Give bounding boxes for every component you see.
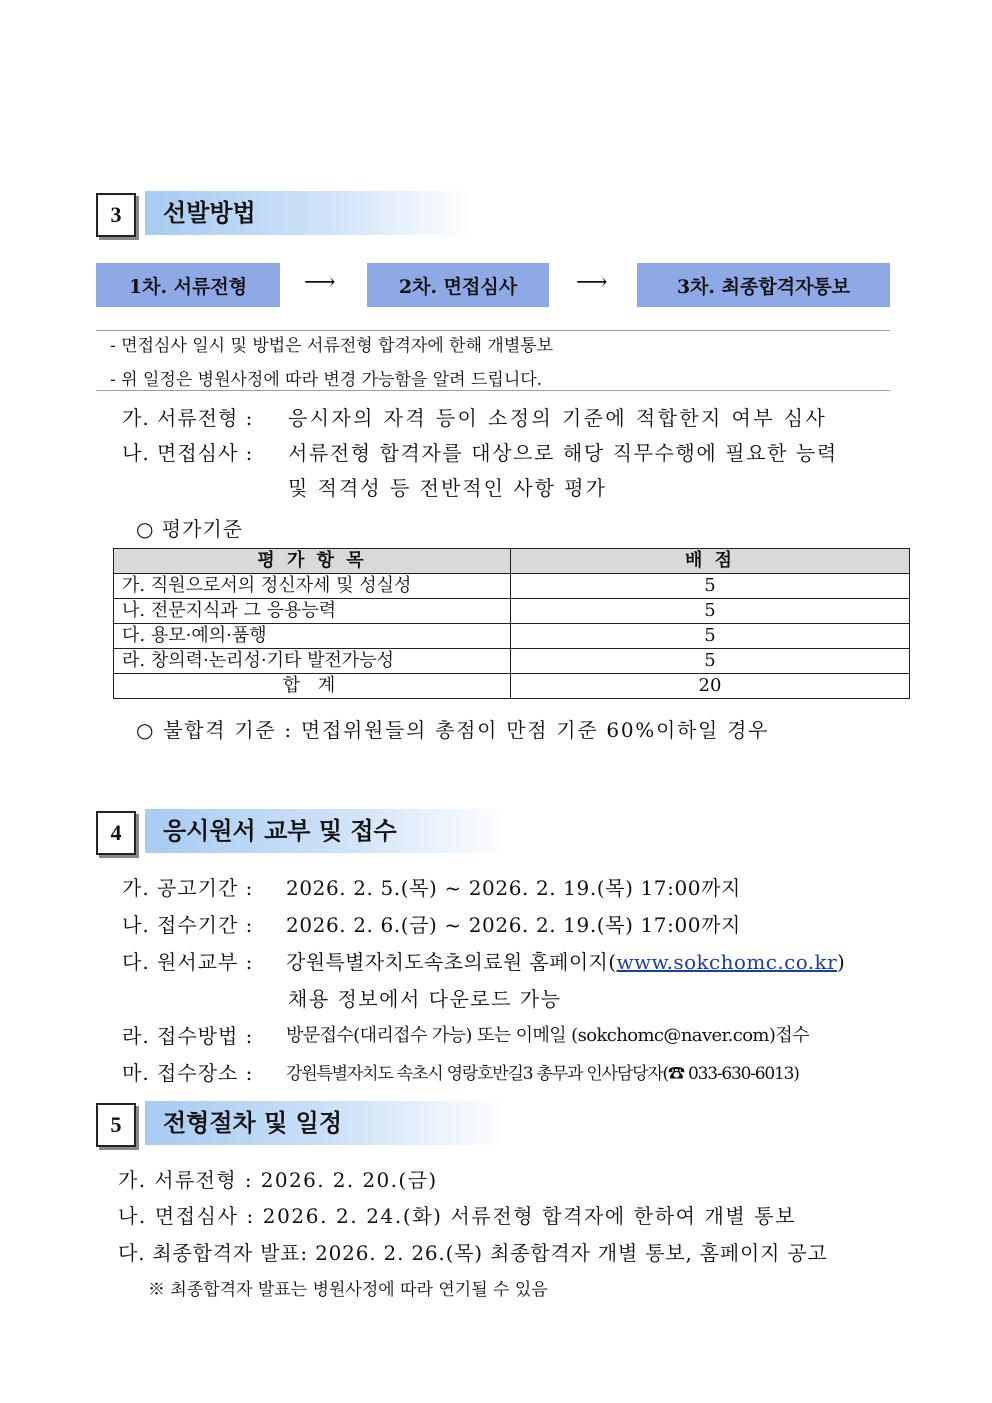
section-5-title: 전형절차 및 일정 [145, 1101, 508, 1145]
table-row [114, 599, 910, 624]
application-period-text: 2026. 2. 6.(금) ~ 2026. 2. 19.(목) 17:00까지 [286, 913, 741, 937]
divider-line [96, 390, 890, 391]
homepage-link[interactable]: www.sokchomc.co.kr [616, 950, 838, 974]
table-header-item: 평 가 항 목 [114, 549, 511, 574]
fail-criteria: ○ 불합격 기준 : 면접위원들의 총점이 만점 기준 60%이하일 경우 [136, 718, 770, 742]
section-3-number: 3 [96, 193, 136, 237]
table-total-score: 20 [511, 674, 910, 699]
submission-place-text: 강원특별자치도 속초시 영랑호반길3 총무과 인사담당자(☎ 033-630-6013) [286, 1064, 799, 1084]
notice-period-label: 가. 공고기간 : [122, 876, 254, 900]
section-4-number: 4 [96, 811, 136, 855]
table-header-score: 배 점 [511, 549, 910, 574]
item-interview-text-2: 및 적격성 등 전반적인 사항 평가 [288, 476, 607, 500]
table-cell-score: 5 [511, 649, 910, 674]
step-2-box: 2차. 면접심사 [367, 263, 549, 307]
section-4-title: 응시원서 교부 및 접수 [145, 809, 508, 853]
note-1: - 면접심사 일시 및 방법은 서류전형 합격자에 한해 개별통보 [110, 336, 554, 356]
table-total-label: 합 계 [114, 674, 511, 699]
evaluation-table [113, 548, 910, 699]
table-header-row [114, 549, 910, 574]
table-total-row [114, 674, 910, 699]
item-interview-label: 나. 면접심사 : [122, 441, 254, 465]
criteria-heading: ○ 평가기준 [136, 517, 244, 541]
form-distribution-text-close: ) [837, 950, 846, 974]
schedule-note: ※ 최종합격자 발표는 병원사정에 따라 연기될 수 있음 [148, 1280, 548, 1300]
form-distribution-label: 다. 원서교부 : [122, 950, 254, 974]
form-distribution-text-2: 채용 정보에서 다운로드 가능 [288, 987, 562, 1011]
notice-period-text: 2026. 2. 5.(목) ~ 2026. 2. 19.(목) 17:00까지 [286, 876, 741, 900]
submission-method-label: 라. 접수방법 : [122, 1024, 254, 1048]
section-3-title: 선발방법 [145, 191, 473, 235]
table-cell-item: 라. 창의력·논리성·기타 발전가능성 [114, 649, 511, 674]
table-row [114, 624, 910, 649]
submission-place-label: 마. 접수장소 : [122, 1061, 254, 1085]
table-cell-score: 5 [511, 599, 910, 624]
table-cell-score: 5 [511, 624, 910, 649]
table-cell-item: 나. 전문지식과 그 응용능력 [114, 599, 511, 624]
form-distribution-text [286, 946, 845, 975]
schedule-interview: 나. 면접심사 : 2026. 2. 24.(화) 서류전형 합격자에 한하여 개별 통보 [118, 1204, 797, 1228]
submission-method-text: 방문접수(대리접수 가능) 또는 이메일 (sokchomc@naver.com)접수 [286, 1025, 809, 1046]
table-row [114, 574, 910, 599]
table-row [114, 649, 910, 674]
table-cell-item: 가. 직원으로서의 정신자세 및 성실성 [114, 574, 511, 599]
arrow-icon: ⟶ [576, 270, 608, 295]
step-1-box: 1차. 서류전형 [96, 263, 280, 307]
step-3-box: 3차. 최종합격자통보 [637, 263, 890, 307]
item-document-label: 가. 서류전형 : [122, 406, 254, 430]
table-cell-score: 5 [511, 574, 910, 599]
form-distribution-text-main: 강원특별자치도속초의료원 홈페이지( [286, 950, 617, 974]
schedule-document: 가. 서류전형 : 2026. 2. 20.(금) [118, 1168, 438, 1192]
item-document-text: 응시자의 자격 등이 소정의 기준에 적합한지 여부 심사 [288, 406, 828, 430]
section-5-number: 5 [96, 1103, 136, 1147]
schedule-final: 다. 최종합격자 발표: 2026. 2. 26.(목) 최종합격자 개별 통보, 홈페이지 공고 [118, 1241, 828, 1265]
arrow-icon: ⟶ [304, 270, 336, 295]
table-cell-item: 다. 용모·예의·품행 [114, 624, 511, 649]
note-2: - 위 일정은 병원사정에 따라 변경 가능함을 알려 드립니다. [110, 370, 543, 390]
application-period-label: 나. 접수기간 : [122, 913, 254, 937]
item-interview-text: 서류전형 합격자를 대상으로 해당 직무수행에 필요한 능력 [288, 441, 838, 465]
